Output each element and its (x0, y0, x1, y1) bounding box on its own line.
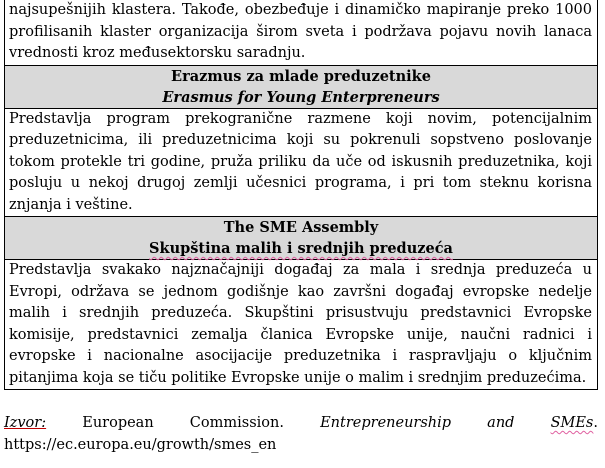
source-title-b: and (487, 415, 515, 431)
source-label: Izvor: (4, 415, 47, 431)
source-title-c: SMEs (550, 415, 594, 431)
programs-table (4, 0, 598, 390)
cluster-description: najsupešnijih klastera. Takođe, obezbeđuje i dinamičko mapiranje preko 1000 profilisanih klaster organizacija širom sveta i podržava pojavu novih lanaca vrednosti kroz međusektorsku saradnju. (9, 2, 592, 61)
source-org: European (82, 415, 154, 431)
source-citation (4, 412, 598, 456)
section-sme-assembly-header (5, 216, 597, 259)
section-erasmus-header (5, 65, 597, 108)
source-url[interactable]: https://ec.europa.eu/growth/smes_en (4, 437, 277, 453)
section-cluster (5, 0, 597, 65)
section-sme-assembly-body (5, 259, 597, 389)
erasmus-title-en: Erasmus for Young Enterpreneurs (162, 88, 440, 106)
source-title-a: Entrepreneurship (320, 415, 452, 431)
source-org-2: Commission. (189, 415, 284, 431)
source-period: . (593, 415, 598, 431)
erasmus-title-sr: Erazmus za mlade preduzetnike (171, 67, 431, 85)
sme-assembly-description: Predstavlja svakako najznačajniji događaj za mala i srednja preduzeća u Evropi, održava se jednom godišnje kao završni događaj evropske nedelje malih i srednjih preduzeća. Skupštini prisustvuju predstavnici Evropske komisije, predstavnici zemalja članica Evropske unije, naučni radnici i evropske i nacionalne asocijacije preduzetnika i raspravljaju o ključnim pitanjima koja se tiču politike Evropske unije o malim i srednjim preduzećima. (9, 262, 592, 386)
section-erasmus-body (5, 108, 597, 217)
sme-assembly-title-sr: Skupština malih i srednjih preduzeća (149, 240, 453, 257)
sme-assembly-title-en: The SME Assembly (223, 219, 379, 236)
erasmus-description: Predstavlja program prekogranične razmene koji novim, potencijalnim preduzetnicima, ili preduzetnicima koji su pokrenuli sopstveno poslovanje tokom protekle tri godine, pruža priliku da uče od iskusnih preduzetnika, koji posluju u nekoj drugoj zemlji učesnici programa, i pri tom steknu korisna znjanja i veštine. (9, 110, 592, 213)
